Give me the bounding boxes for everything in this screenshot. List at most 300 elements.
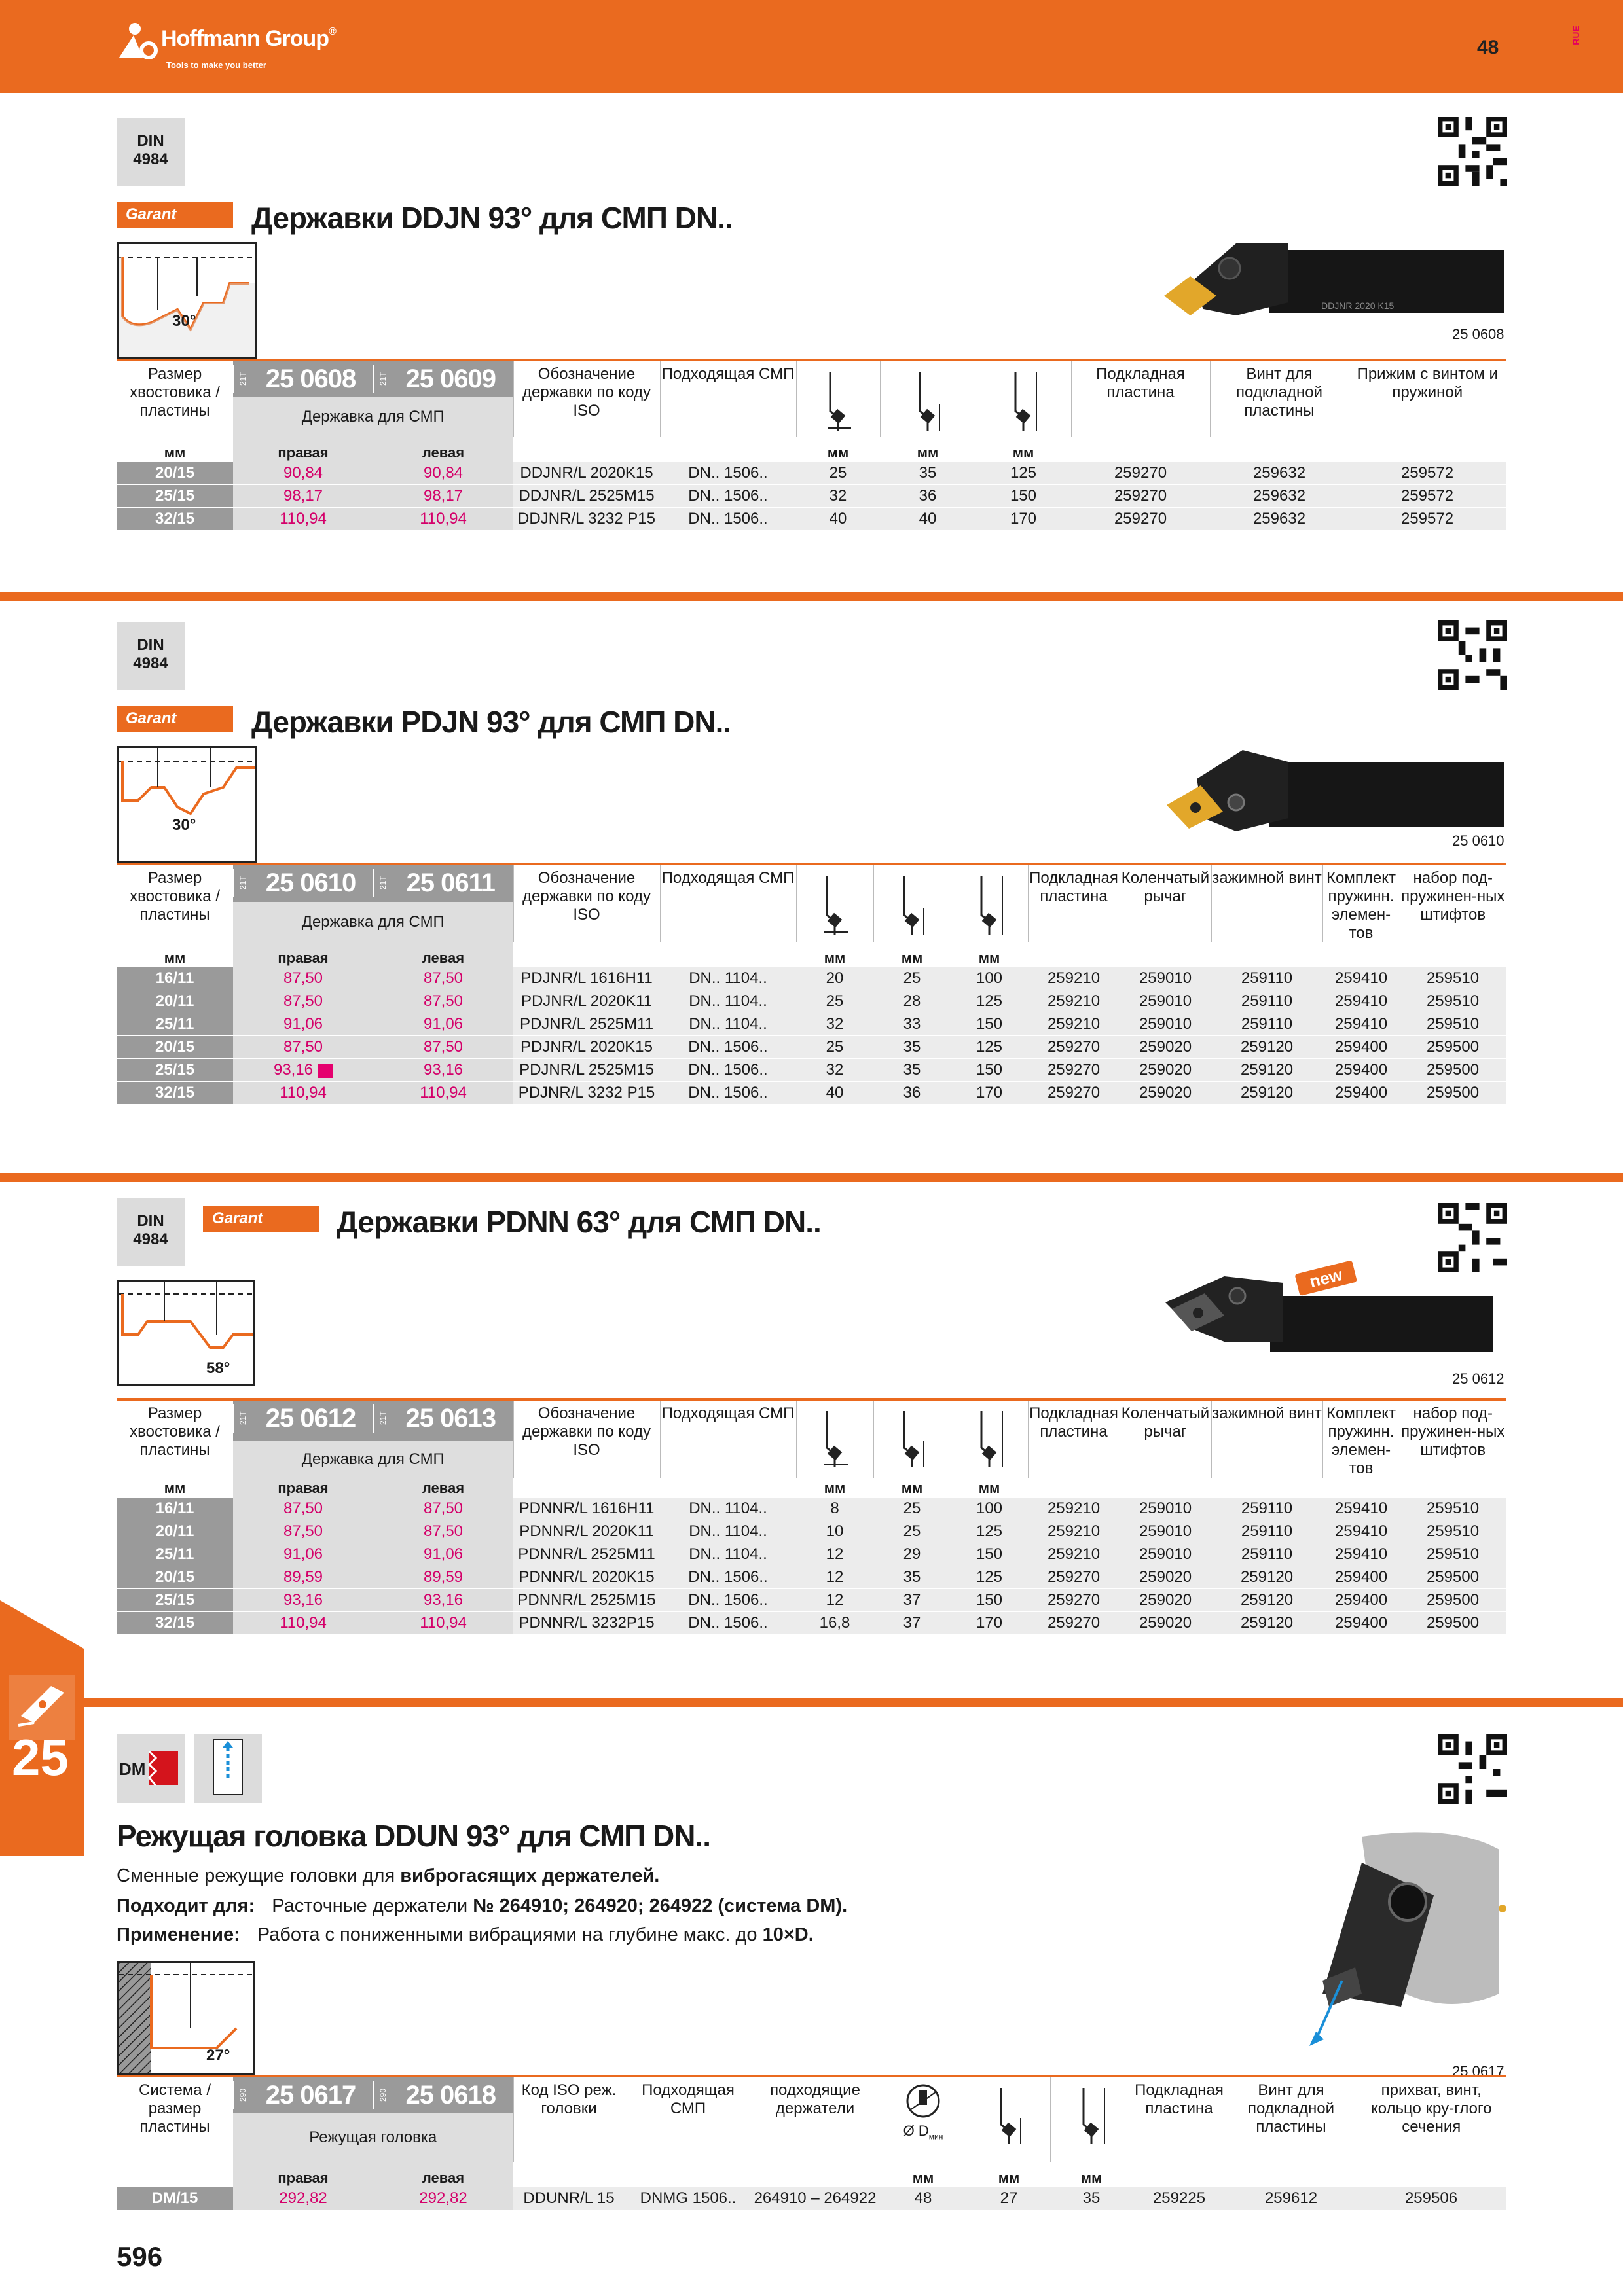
unit-c1: мм [824, 950, 846, 966]
price-cell: 91,06 [373, 1013, 513, 1036]
col-holders: подходящие держатели [752, 2076, 879, 2162]
unit-left: левая [373, 437, 513, 462]
table-cell: 150 [951, 1543, 1028, 1566]
table-cell: 33 [873, 1013, 951, 1036]
table-row [117, 1082, 1506, 1105]
section-divider [0, 592, 1623, 601]
unit-c2: мм [901, 950, 923, 966]
price-cell: 110,94 [373, 508, 513, 531]
col-iso-code: Код ISO реж. головки [513, 2076, 625, 2162]
unit-c1: мм [824, 1480, 846, 1496]
table-cell: 28 [873, 990, 951, 1013]
dim-icon-3 [976, 360, 1071, 437]
dim-icon-1 [796, 864, 873, 942]
price-cell: 87,50 [233, 990, 373, 1013]
table-cell: 150 [951, 1589, 1028, 1612]
table-cell: DN.. 1104.. [660, 967, 796, 990]
price-cell: 93,16 [373, 1589, 513, 1612]
price-cell: 87,50 [233, 1520, 373, 1543]
table-cell: 259400 [1322, 1566, 1400, 1589]
table-cell: 259572 [1349, 462, 1506, 485]
angle-label: 27° [206, 2047, 230, 2064]
table-cell: 125 [951, 1036, 1028, 1059]
price-cell: 110,94 [233, 1082, 373, 1105]
table-cell: 259010 [1120, 990, 1211, 1013]
section-title: Державки PDJN 93° для СМП DN.. [251, 705, 731, 739]
article-right: 21T 25 0612 [233, 1399, 373, 1441]
table-cell: 170 [976, 508, 1071, 531]
article-desc: Державка для СМП [233, 902, 513, 942]
table-row [117, 462, 1506, 485]
table-cell: 259410 [1322, 990, 1400, 1013]
article-desc: Державка для СМП [233, 1441, 513, 1478]
price-cell: 93,16 [373, 1059, 513, 1082]
table-cell: 259010 [1120, 1543, 1211, 1566]
table-cell: 25 [873, 967, 951, 990]
table-cell: DN.. 1506.. [660, 462, 796, 485]
table-cell: 259632 [1210, 485, 1349, 508]
table-cell: 125 [951, 1520, 1028, 1543]
garant-brand-label: Garant [203, 1206, 319, 1232]
table-cell: 259120 [1211, 1059, 1322, 1082]
table-cell: 40 [796, 508, 880, 531]
dim-icon-2 [873, 1399, 951, 1478]
table-row [117, 1036, 1506, 1059]
table-cell: 259110 [1211, 967, 1322, 990]
col-size: Размер хвостовика / пластины [117, 864, 233, 942]
size-cell: 25/11 [117, 1013, 233, 1036]
table-cell: PDNNR/L 2020K11 [513, 1520, 660, 1543]
table-cell: 264910 – 264922 [752, 2187, 879, 2210]
profile-drawing-icon [119, 244, 255, 357]
table-cell: DDUNR/L 15 [513, 2187, 625, 2210]
size-cell: DM/15 [117, 2187, 233, 2210]
table-cell: 25 [796, 1036, 873, 1059]
table-cell: 25 [796, 462, 880, 485]
unit-size: мм [164, 444, 186, 461]
col-clamp-screw: зажимной винт [1211, 1399, 1322, 1478]
cutting-head-image [1283, 1823, 1512, 2059]
table-cell: 32 [796, 1059, 873, 1082]
size-cell: 20/15 [117, 1036, 233, 1059]
table-cell: 259632 [1210, 462, 1349, 485]
unit-c2: мм [998, 2170, 1020, 2186]
table-cell: 259120 [1211, 1082, 1322, 1105]
size-cell: 32/15 [117, 1082, 233, 1105]
profile-drawing-icon [119, 748, 255, 861]
dim-icon-3 [951, 864, 1028, 942]
table-row [117, 2187, 1506, 2210]
col-insert: Подходящая СМП [625, 2076, 752, 2162]
col-insert: Подходящая СМП [660, 864, 796, 942]
price-cell: 87,50 [233, 967, 373, 990]
fits-for-line: Подходит для: Расточные держатели № 264910; 264920; 264922 (система DM). [117, 1895, 848, 1916]
table-cell: DN.. 1506.. [660, 1566, 796, 1589]
table-cell: 35 [880, 462, 976, 485]
unit-left: левая [373, 1478, 513, 1498]
price-cell: 90,84 [373, 462, 513, 485]
table-cell: 259410 [1322, 1498, 1400, 1520]
table-cell: 259410 [1322, 1013, 1400, 1036]
size-cell: 32/15 [117, 508, 233, 531]
profile-drawing-icon [119, 1282, 253, 1384]
col-springs: Комплект пружинн. элемен-тов [1322, 1399, 1400, 1478]
article-left: 21T 25 0613 [373, 1399, 513, 1441]
table-cell: DN.. 1506.. [660, 1059, 796, 1082]
table-cell: 259270 [1028, 1059, 1120, 1082]
tool-holder-image [1158, 230, 1511, 335]
dim-icon-1 [796, 360, 880, 437]
size-cell: 16/11 [117, 1498, 233, 1520]
footer-page-number: 596 [117, 2241, 163, 2272]
garant-brand-label: Garant [117, 202, 233, 228]
svg-text:DDJNR 2020 K15: DDJNR 2020 K15 [1321, 300, 1395, 311]
article-right: 21T 25 0608 [233, 360, 373, 397]
product-table [117, 359, 1506, 531]
product-table [117, 1398, 1506, 1635]
price-cell: 89,59 [373, 1566, 513, 1589]
col-screw: Винт для подкладной пластины [1210, 360, 1349, 437]
unit-c1: мм [827, 444, 849, 461]
table-cell: 259410 [1322, 1520, 1400, 1543]
new-badge: new [1307, 1264, 1345, 1292]
price-cell: 93,16 [233, 1059, 373, 1082]
table-cell: 259270 [1028, 1036, 1120, 1059]
price-cell: 87,50 [233, 1498, 373, 1520]
article-left: 21T 25 0609 [373, 360, 513, 397]
table-cell: DN.. 1104.. [660, 1543, 796, 1566]
product-image-code: 25 0617 [1452, 2063, 1504, 2079]
table-cell: 259210 [1028, 990, 1120, 1013]
table-row [117, 485, 1506, 508]
size-cell: 32/15 [117, 1612, 233, 1635]
table-cell: DN.. 1506.. [660, 485, 796, 508]
product-image-code: 25 0612 [1452, 1371, 1504, 1387]
section-title: Державки DDJN 93° для СМП DN.. [251, 201, 733, 235]
table-cell: 100 [951, 967, 1028, 990]
product-table [117, 863, 1506, 1105]
table-cell: DN.. 1104.. [660, 990, 796, 1013]
dim-icon-2 [873, 864, 951, 942]
table-cell: DN.. 1506.. [660, 508, 796, 531]
section-title: Державки PDNN 63° для СМП DN.. [337, 1205, 821, 1239]
col-size: Размер хвостовика / пластины [117, 360, 233, 437]
unit-right: правая [233, 2162, 373, 2187]
price-marker-icon [318, 1064, 333, 1078]
table-cell: 35 [1050, 2187, 1133, 2210]
price-cell: 292,82 [373, 2187, 513, 2210]
table-cell: DN.. 1104.. [660, 1520, 796, 1543]
price-cell: 89,59 [233, 1566, 373, 1589]
table-row [117, 990, 1506, 1013]
price-cell: 93,16 [233, 1589, 373, 1612]
table-cell: PDNNR/L 3232P15 [513, 1612, 660, 1635]
table-cell: 259010 [1120, 1013, 1211, 1036]
table-cell: 125 [951, 1566, 1028, 1589]
col-shim: Подкладная пластина [1028, 864, 1120, 942]
unit-size: мм [164, 950, 186, 966]
table-row [117, 967, 1506, 990]
machining-sketch [117, 1961, 255, 2075]
table-cell: 259270 [1071, 485, 1210, 508]
dim-icon-3 [951, 1399, 1028, 1478]
table-cell: 259020 [1120, 1589, 1211, 1612]
table-cell: PDJNR/L 2525M15 [513, 1059, 660, 1082]
price-cell: 87,50 [373, 990, 513, 1013]
table-cell: 259270 [1071, 508, 1210, 531]
table-cell: DN.. 1506.. [660, 1612, 796, 1635]
unit-right: правая [233, 942, 373, 967]
table-cell: 259120 [1211, 1612, 1322, 1635]
bore-diameter-icon [903, 2081, 943, 2122]
machining-sketch [117, 242, 257, 359]
table-cell: 259612 [1226, 2187, 1357, 2210]
unit-left: левая [373, 942, 513, 967]
table-cell: 259225 [1133, 2187, 1226, 2210]
unit-left: левая [373, 2162, 513, 2187]
col-shim: Подкладная пластина [1028, 1399, 1120, 1478]
table-cell: PDJNR/L 3232 P15 [513, 1082, 660, 1105]
table-cell: 170 [951, 1082, 1028, 1105]
col-shim: Подкладная пластина [1071, 360, 1210, 437]
dim-icon-2 [880, 360, 976, 437]
table-cell: 259506 [1357, 2187, 1506, 2210]
table-cell: 259210 [1028, 1013, 1120, 1036]
unit-size: мм [164, 1480, 186, 1496]
table-cell: DDJNR/L 2020K15 [513, 462, 660, 485]
table-cell: PDJNR/L 2020K15 [513, 1036, 660, 1059]
section-divider [0, 1173, 1623, 1182]
table-cell: 259572 [1349, 508, 1506, 531]
price-cell: 91,06 [373, 1543, 513, 1566]
application-line: Применение: Работа с пониженными вибрациями на глубине макс. до 10×D. [117, 1924, 814, 1945]
table-cell: 259572 [1349, 485, 1506, 508]
col-springs: Комплект пружинн. элемен-тов [1322, 864, 1400, 942]
price-cell: 292,82 [233, 2187, 373, 2210]
unit-c3: мм [978, 950, 1000, 966]
article-right: 290 25 0617 [233, 2076, 373, 2113]
col-lever: Коленчатый рычаг [1120, 1399, 1211, 1478]
table-cell: 259400 [1322, 1036, 1400, 1059]
size-cell: 20/15 [117, 462, 233, 485]
table-cell: 259270 [1028, 1612, 1120, 1635]
dim-icon-3 [1050, 2076, 1133, 2162]
col-screw: Винт для подкладной пластины [1226, 2076, 1357, 2162]
table-cell: 12 [796, 1543, 873, 1566]
table-cell: 48 [879, 2187, 968, 2210]
garant-brand-label: Garant [117, 706, 233, 732]
table-cell: 259010 [1120, 1520, 1211, 1543]
col-designation: Обозначение державки по коду ISO [513, 864, 660, 942]
col-designation: Обозначение державки по коду ISO [513, 1399, 660, 1478]
table-row [117, 1498, 1506, 1520]
table-row [117, 1520, 1506, 1543]
table-cell: 259210 [1028, 967, 1120, 990]
article-right: 21T 25 0610 [233, 864, 373, 902]
price-cell: 98,17 [373, 485, 513, 508]
table-cell: 36 [873, 1082, 951, 1105]
coolant-badge [194, 1734, 262, 1803]
size-cell: 20/11 [117, 1520, 233, 1543]
hoffmann-logo-icon [117, 21, 158, 59]
internal-coolant-icon [194, 1734, 262, 1803]
table-cell: 259510 [1400, 967, 1506, 990]
table-cell: DDJNR/L 2525M15 [513, 485, 660, 508]
table-cell: 25 [873, 1498, 951, 1520]
product-image-code: 25 0610 [1452, 833, 1504, 849]
unit-c3: мм [978, 1480, 1000, 1496]
table-cell: 259400 [1322, 1082, 1400, 1105]
page-header [0, 0, 1623, 93]
table-cell: 29 [873, 1543, 951, 1566]
machining-sketch [117, 1280, 255, 1386]
table-cell: 16,8 [796, 1612, 873, 1635]
table-cell: 259410 [1322, 967, 1400, 990]
table-cell: 259632 [1210, 508, 1349, 531]
table-cell: 259010 [1120, 1498, 1211, 1520]
dim-icon-2 [968, 2076, 1050, 2162]
table-row [117, 508, 1506, 531]
table-cell: 35 [873, 1036, 951, 1059]
table-cell: 259120 [1211, 1566, 1322, 1589]
page-number: 48 [1477, 37, 1499, 58]
table-cell: PDNNR/L 1616H11 [513, 1498, 660, 1520]
table-cell: 36 [880, 485, 976, 508]
table-cell: 259270 [1028, 1589, 1120, 1612]
table-cell: 259210 [1028, 1520, 1120, 1543]
article-desc: Державка для СМП [233, 397, 513, 437]
col-designation: Обозначение державки по коду ISO [513, 360, 660, 437]
table-cell: 259110 [1211, 1520, 1322, 1543]
unit-c2: мм [917, 444, 939, 461]
machining-sketch [117, 746, 257, 863]
table-cell: 259510 [1400, 990, 1506, 1013]
table-cell: 259400 [1322, 1059, 1400, 1082]
table-cell: 259500 [1400, 1036, 1506, 1059]
table-cell: 259400 [1322, 1589, 1400, 1612]
col-pins: набор под-пружинен-ных штифтов [1400, 1399, 1506, 1478]
col-shim: Подкладная пластина [1133, 2076, 1226, 2162]
price-cell: 87,50 [233, 1036, 373, 1059]
col-lever: Коленчатый рычаг [1120, 864, 1211, 942]
table-cell: 25 [796, 990, 873, 1013]
price-cell: 87,50 [373, 1520, 513, 1543]
table-cell: 25 [873, 1520, 951, 1543]
table-cell: 150 [976, 485, 1071, 508]
brand-tagline: Tools to make you better [166, 60, 266, 70]
table-cell: 259500 [1400, 1612, 1506, 1635]
table-cell: 170 [951, 1612, 1028, 1635]
col-insert: Подходящая СМП [660, 1399, 796, 1478]
table-cell: 259010 [1120, 967, 1211, 990]
table-cell: 125 [951, 990, 1028, 1013]
boring-profile-icon [119, 1963, 253, 2073]
table-cell: DDJNR/L 3232 P15 [513, 508, 660, 531]
table-cell: 259270 [1028, 1566, 1120, 1589]
col-clamp-screw: зажимной винт [1211, 864, 1322, 942]
col-insert: Подходящая СМП [660, 360, 796, 437]
size-cell: 16/11 [117, 967, 233, 990]
table-cell: 32 [796, 485, 880, 508]
table-cell: 259020 [1120, 1082, 1211, 1105]
unit-c2: мм [901, 1480, 923, 1496]
table-cell: 259510 [1400, 1543, 1506, 1566]
table-cell: PDJNR/L 1616H11 [513, 967, 660, 990]
brand-name: Hoffmann Group® [161, 26, 336, 51]
qr-code-icon [1438, 1734, 1507, 1804]
dim-icon-1 [796, 1399, 873, 1478]
qr-code-icon [1438, 117, 1507, 186]
price-cell: 91,06 [233, 1013, 373, 1036]
size-cell: 25/11 [117, 1543, 233, 1566]
price-cell: 87,50 [373, 1498, 513, 1520]
table-cell: DN.. 1104.. [660, 1498, 796, 1520]
table-cell: 259020 [1120, 1612, 1211, 1635]
size-cell: 20/11 [117, 990, 233, 1013]
table-row [117, 1059, 1506, 1082]
table-row [117, 1543, 1506, 1566]
table-cell: 259510 [1400, 1520, 1506, 1543]
table-cell: 259500 [1400, 1589, 1506, 1612]
table-cell: 259210 [1028, 1543, 1120, 1566]
table-cell: 259410 [1322, 1543, 1400, 1566]
dm-label: DM [119, 1759, 146, 1779]
table-cell: 259400 [1322, 1612, 1400, 1635]
size-cell: 25/15 [117, 1059, 233, 1082]
table-cell: 10 [796, 1520, 873, 1543]
language-code: RUE [1570, 26, 1581, 45]
table-row [117, 1589, 1506, 1612]
size-cell: 20/15 [117, 1566, 233, 1589]
dm-system-badge [117, 1734, 185, 1803]
din-badge: DIN 4984 [117, 1198, 185, 1266]
article-left: 21T 25 0611 [373, 864, 513, 902]
unit-c3: мм [1080, 2170, 1103, 2186]
table-cell: 125 [976, 462, 1071, 485]
table-cell: PDNNR/L 2020K15 [513, 1566, 660, 1589]
table-cell: 20 [796, 967, 873, 990]
product-table [117, 2075, 1506, 2210]
table-cell: 259510 [1400, 1013, 1506, 1036]
product-description: Сменные режущие головки для виброгасящих держателей. [117, 1865, 660, 1886]
table-cell: PDJNR/L 2020K11 [513, 990, 660, 1013]
price-cell: 110,94 [233, 508, 373, 531]
table-cell: 40 [880, 508, 976, 531]
chapter-number: 25 [12, 1729, 69, 1786]
qr-code-icon [1438, 620, 1507, 690]
table-cell: 259270 [1071, 462, 1210, 485]
table-cell: 259120 [1211, 1589, 1322, 1612]
table-cell: PDNNR/L 2525M11 [513, 1543, 660, 1566]
table-cell: 259110 [1211, 1543, 1322, 1566]
angle-label: 30° [172, 816, 196, 834]
table-cell: 259020 [1120, 1036, 1211, 1059]
angle-label: 58° [206, 1359, 230, 1377]
article-left: 290 25 0618 [373, 2076, 513, 2113]
table-cell: 259020 [1120, 1059, 1211, 1082]
table-cell: 259110 [1211, 990, 1322, 1013]
col-dmin: Ø $D_{мин}$ [879, 2076, 968, 2162]
table-cell: PDNNR/L 2525M15 [513, 1589, 660, 1612]
col-size: Размер хвостовика / пластины [117, 1399, 233, 1478]
din-badge: DIN 4984 [117, 118, 185, 186]
price-cell: 90,84 [233, 462, 373, 485]
unit-right: правая [233, 1478, 373, 1498]
table-cell: 150 [951, 1059, 1028, 1082]
table-cell: DN.. 1506.. [660, 1036, 796, 1059]
table-cell: 12 [796, 1589, 873, 1612]
unit-right: правая [233, 437, 373, 462]
